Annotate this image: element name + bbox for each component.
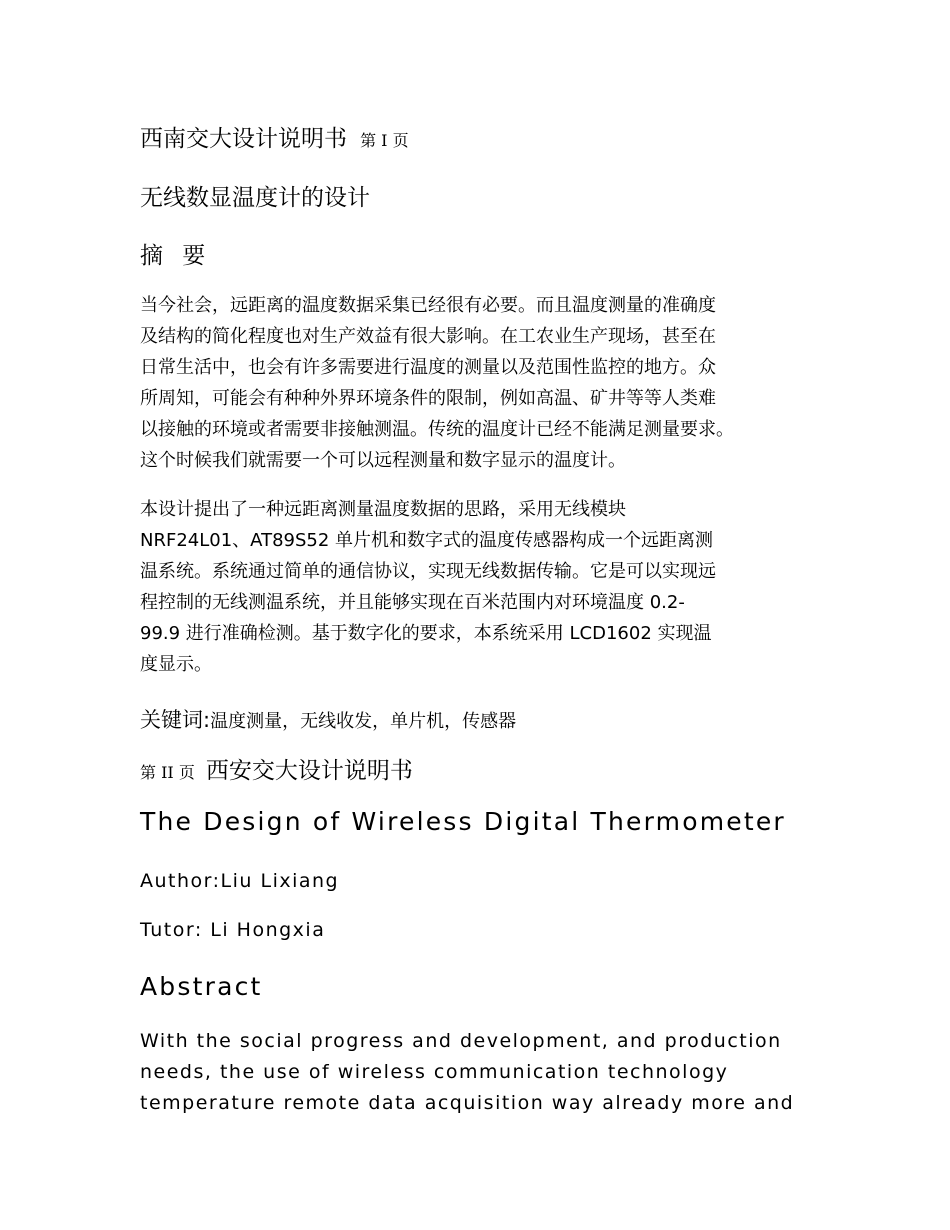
- header-title: 西南交大设计说明书: [140, 126, 347, 152]
- chinese-title: 无线数显温度计的设计: [140, 185, 370, 211]
- paragraph-line: 当今社会，远距离的温度数据采集已经很有必要。而且温度测量的准确度: [140, 295, 716, 316]
- running-header-2: [140, 752, 413, 785]
- paragraph-line: With the social progress and development, and production: [140, 1030, 782, 1052]
- keywords-value: 温度测量，无线收发，单片机，传感器: [210, 711, 517, 732]
- paragraph-line: needs, the use of wireless communication technology: [140, 1061, 729, 1083]
- chinese-abstract-paragraph-2: [140, 494, 830, 680]
- english-title: The Design of Wireless Digital Thermometer: [140, 807, 786, 836]
- paragraph-line: 日常生活中，也会有许多需要进行温度的测量以及范围性监控的地方。众: [140, 357, 716, 378]
- english-abstract-paragraph-1: [140, 1026, 830, 1119]
- paragraph-line: 温系统。系统通过简单的通信协议，实现无线数据传输。它是可以实现远: [140, 561, 716, 582]
- paragraph-line: 程控制的无线测温系统，并且能够实现在百米范围内对环境温度 0.2-: [140, 592, 685, 613]
- header-page-number: 第 I 页: [360, 131, 409, 150]
- paragraph-line: 99.9 进行准确检测。基于数字化的要求，本系统采用 LCD1602 实现温: [140, 623, 712, 644]
- chinese-abstract-paragraph-1: [140, 290, 830, 476]
- paragraph-line: 及结构的简化程度也对生产效益有很大影响。在工农业生产现场，甚至在: [140, 326, 716, 347]
- paragraph-line: 这个时候我们就需要一个可以远程测量和数字显示的温度计。: [140, 450, 626, 471]
- author-line: Author:Liu Lixiang: [140, 870, 340, 892]
- paragraph-line: 所周知，可能会有种种外界环境条件的限制，例如高温、矿井等等人类难: [140, 388, 716, 409]
- english-abstract-heading: Abstract: [140, 972, 263, 1001]
- header-page-number: 第 II 页: [140, 763, 195, 782]
- keywords-line: [140, 704, 516, 734]
- paragraph-line: temperature remote data acquisition way already more and: [140, 1092, 795, 1114]
- keywords-label: 关键词:: [140, 708, 211, 732]
- paragraph-line: 度显示。: [140, 654, 212, 675]
- running-header-1: [140, 120, 409, 153]
- tutor-line: Tutor: Li Hongxia: [140, 919, 326, 941]
- paragraph-line: NRF24L01、AT89S52 单片机和数字式的温度传感器构成一个远距离测: [140, 530, 714, 551]
- header-title: 西安交大设计说明书: [205, 758, 413, 784]
- chinese-abstract-heading: 摘 要: [140, 243, 212, 269]
- paragraph-line: 本设计提出了一种远距离测量温度数据的思路，采用无线模块: [140, 499, 626, 520]
- document-page: [140, 0, 830, 1230]
- paragraph-line: 以接触的环境或者需要非接触测温。传统的温度计已经不能满足测量要求。: [140, 419, 734, 440]
